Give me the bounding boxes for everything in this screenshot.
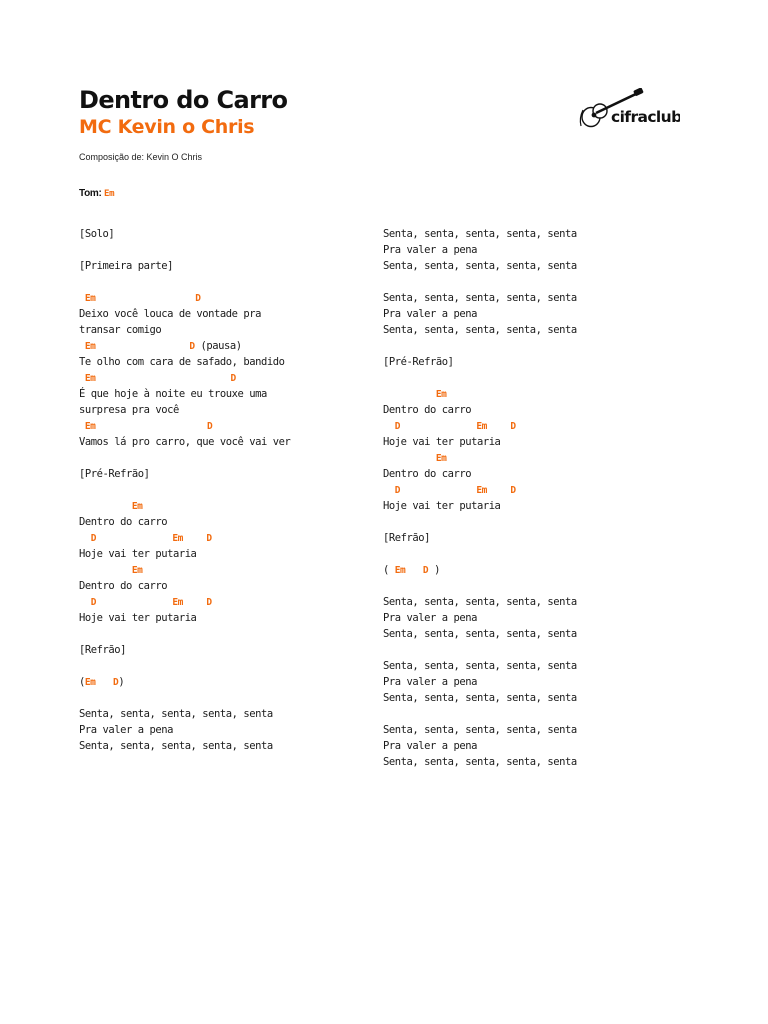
chord-line (79, 370, 290, 386)
chord-annotation: ( (383, 564, 395, 576)
lyric-line: Pra valer a pena (383, 308, 477, 320)
blank-line (79, 626, 290, 642)
chord[interactable]: Em (84, 421, 96, 432)
chord[interactable]: Em (84, 341, 96, 352)
key-indicator (79, 188, 114, 199)
lyric-line: Pra valer a pena (383, 676, 477, 688)
artist-name[interactable]: MC Kevin o Chris (79, 116, 255, 138)
lyrics-column-left (79, 226, 290, 754)
lyric-line: transar comigo (79, 324, 162, 336)
lyric-line: Hoje vai ter putaria (79, 612, 197, 624)
chord-line (79, 674, 290, 690)
logo-text: cifraclub (611, 108, 680, 126)
chord[interactable]: D (206, 421, 213, 432)
chord[interactable]: D (422, 565, 429, 576)
blank-line (79, 242, 290, 258)
chord-line (79, 530, 290, 546)
chord[interactable]: D (90, 533, 97, 544)
lyric-line: Senta, senta, senta, senta, senta (383, 292, 577, 304)
lyric-line: Hoje vai ter putaria (79, 548, 197, 560)
chord[interactable]: D (90, 597, 97, 608)
chord-line (383, 450, 577, 466)
blank-line (383, 274, 577, 290)
section-label: [Primeira parte] (79, 260, 173, 272)
blank-line (383, 642, 577, 658)
chord-line (79, 562, 290, 578)
blank-line (383, 370, 577, 386)
chord[interactable]: Em (435, 453, 447, 464)
chord[interactable]: D (206, 533, 212, 544)
composer-credit: Composição de: Kevin O Chris (79, 152, 203, 162)
chord[interactable]: Em (172, 533, 183, 544)
lyric-line: Pra valer a pena (383, 740, 477, 752)
lyric-line: Te olho com cara de safado, bandido (79, 356, 285, 368)
blank-line (79, 482, 290, 498)
guitar-icon (578, 88, 680, 132)
section-label: [Solo] (79, 228, 115, 240)
chord-annotation: (pausa) (200, 340, 242, 352)
lyric-line: Pra valer a pena (79, 724, 173, 736)
lyric-line: Dentro do carro (79, 516, 168, 528)
key-chord: Em (103, 189, 115, 199)
chord[interactable]: D (206, 597, 212, 608)
lyric-line: Dentro do carro (383, 468, 472, 480)
chord-line (79, 498, 290, 514)
lyric-line: Senta, senta, senta, senta, senta (383, 628, 577, 640)
chord[interactable]: Em (476, 421, 487, 432)
blank-line (383, 578, 577, 594)
chord-annotation: ) (428, 564, 440, 576)
chord-annotation: ( (79, 676, 85, 688)
chord[interactable]: D (230, 373, 236, 384)
section-label: [Pré-Refrão] (79, 468, 150, 480)
chord[interactable]: D (394, 421, 401, 432)
lyric-line: Senta, senta, senta, senta, senta (383, 660, 577, 672)
chord[interactable]: D (189, 341, 195, 352)
chord-line (79, 338, 290, 354)
blank-line (383, 706, 577, 722)
lyric-line: Vamos lá pro carro, que você vai ver (79, 436, 291, 448)
chord[interactable]: Em (84, 293, 96, 304)
blank-line (383, 514, 577, 530)
blank-line (383, 338, 577, 354)
lyric-line: Hoje vai ter putaria (383, 500, 501, 512)
song-title: Dentro do Carro (79, 86, 288, 114)
lyric-line: Senta, senta, senta, senta, senta (383, 260, 577, 272)
chord-line (79, 290, 290, 306)
chord-line (383, 418, 577, 434)
lyric-line: Senta, senta, senta, senta, senta (383, 692, 577, 704)
lyric-line: Dentro do carro (79, 580, 168, 592)
lyric-line: Senta, senta, senta, senta, senta (383, 228, 577, 240)
section-label: [Refrão] (79, 644, 126, 656)
lyric-line: Pra valer a pena (383, 244, 477, 256)
lyric-line: Senta, senta, senta, senta, senta (383, 324, 577, 336)
lyric-line: Senta, senta, senta, senta, senta (383, 724, 577, 736)
lyric-line: É que hoje à noite eu trouxe uma (79, 388, 267, 400)
chord-line (383, 386, 577, 402)
chord[interactable]: D (394, 485, 401, 496)
section-label: [Pré-Refrão] (383, 356, 454, 368)
lyric-line: Hoje vai ter putaria (383, 436, 501, 448)
blank-line (79, 450, 290, 466)
lyric-line: Senta, senta, senta, senta, senta (79, 740, 273, 752)
blank-line (79, 658, 290, 674)
chord-line (383, 482, 577, 498)
chord[interactable]: Em (131, 501, 143, 512)
section-label: [Refrão] (383, 532, 430, 544)
cifraclub-logo[interactable] (578, 88, 680, 132)
chord-line (79, 418, 290, 434)
blank-line (383, 546, 577, 562)
chord-line (383, 562, 577, 578)
lyric-line: Pra valer a pena (383, 612, 477, 624)
chord[interactable]: Em (394, 565, 406, 576)
lyric-line: Senta, senta, senta, senta, senta (383, 596, 577, 608)
lyric-line: surpresa pra você (79, 404, 179, 416)
blank-line (79, 690, 290, 706)
chord[interactable]: D (195, 293, 201, 304)
key-label: Tom: (79, 188, 102, 199)
lyric-line: Senta, senta, senta, senta, senta (383, 756, 577, 768)
chord[interactable]: Em (131, 565, 143, 576)
lyric-line: Deixo você louca de vontade pra (79, 308, 262, 320)
chord-annotation: ) (118, 676, 125, 688)
lyric-line: Senta, senta, senta, senta, senta (79, 708, 273, 720)
chord[interactable]: D (510, 421, 516, 432)
chord[interactable]: Em (84, 677, 96, 688)
chord[interactable]: Em (476, 485, 487, 496)
blank-line (79, 274, 290, 290)
lyrics-column-right (383, 226, 577, 770)
chord[interactable]: Em (172, 597, 183, 608)
chord[interactable]: Em (84, 373, 96, 384)
lyric-line: Dentro do carro (383, 404, 472, 416)
chord[interactable]: D (113, 677, 119, 688)
chord[interactable]: Em (435, 389, 447, 400)
chord-line (79, 594, 290, 610)
chord[interactable]: D (510, 485, 516, 496)
